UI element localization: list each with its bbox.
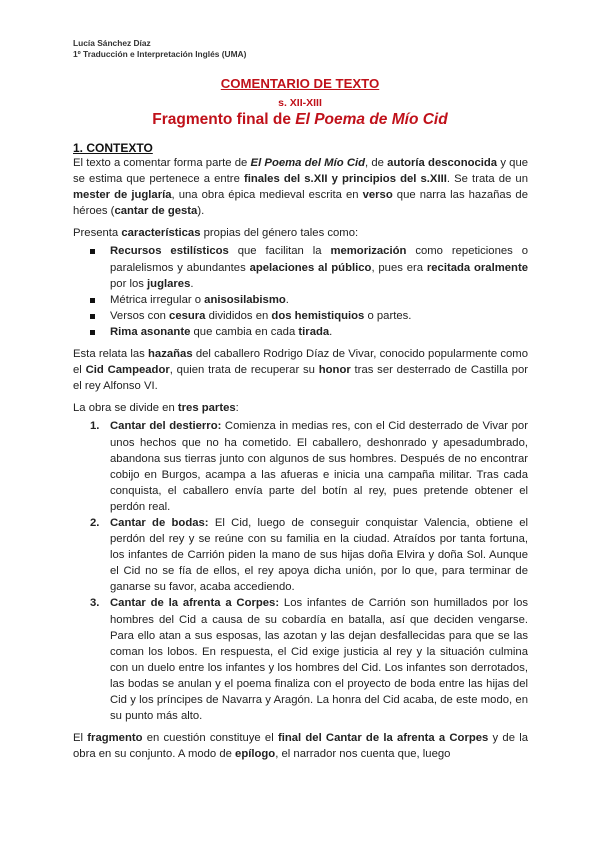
text-run: apelaciones al público — [249, 261, 372, 274]
text-run: El Poema del Mío Cid — [250, 157, 366, 169]
text-run: Métrica irregular o — [110, 293, 205, 306]
list-item — [88, 595, 528, 724]
text-run: propias del género tales como: — [200, 227, 359, 240]
text-run: final del Cantar de la afrenta a Corpes — [277, 732, 489, 745]
paragraph — [73, 730, 528, 762]
text-run: anisosilabismo — [204, 293, 286, 306]
text-run: o partes. — [364, 309, 412, 322]
fragment-title-prefix: Fragmento final de — [152, 111, 296, 128]
text-run: Cantar de la afrenta a Corpes: — [110, 597, 280, 610]
text-run: honor — [318, 364, 351, 377]
text-run: tirada — [298, 325, 330, 338]
text-run: por los — [110, 277, 148, 290]
text-run: memorización — [330, 245, 407, 258]
text-run: , pues era — [371, 261, 427, 274]
document-title: COMENTARIO DE TEXTO — [220, 76, 380, 91]
text-run: Cantar de bodas: — [110, 516, 209, 529]
list-item-text — [110, 597, 528, 722]
text-run: El texto a comentar forma parte de — [73, 157, 251, 169]
list-item-text — [110, 310, 411, 322]
list-item — [88, 308, 528, 324]
text-run: . — [285, 293, 289, 306]
text-run: : — [235, 402, 239, 415]
text-run: hazañas — [148, 348, 193, 361]
list-item-text — [110, 517, 528, 593]
list-item — [88, 324, 528, 340]
text-run: El — [73, 732, 88, 745]
bullet-icon — [90, 298, 95, 303]
parts-list — [73, 418, 528, 724]
fragment-title — [0, 111, 600, 129]
text-run: Cantar del destierro: — [110, 420, 222, 433]
text-run: verso — [362, 189, 393, 202]
text-run: que facilitan la — [228, 245, 331, 258]
centuries-subtitle: s. XII-XIII — [278, 97, 322, 109]
text-run: como repeticiones o paralelismos y abundantes — [110, 245, 528, 274]
bullet-icon — [90, 314, 95, 319]
text-run: divididos en — [205, 309, 272, 322]
list-item — [88, 418, 528, 515]
text-run: y que se estima que pertenece a entre — [73, 157, 529, 186]
text-run: y de la obra en su conjunto. A modo de — [73, 732, 528, 761]
text-run: Los infantes de Carrión son humillados por los hombres del Cid a causa de su cobardía en batalla, así que deciden vengarse. Para ello atan a sus esposas, las azotan y las dejan desfallecidas para que se las coman los lobos. En respuesta, el Cid exige justicia al rey y la situación culmina con un duelo entre los infantes y los hombres del Cid. Los infantes son derrotados, las bodas se anulan y el poema finaliza con el proyecto de boda entre las hijas del Cid y los príncipes de Navarra y Aragón. La honra del Cid acaba, de este modo, en su punto más alto. — [110, 597, 529, 723]
text-run: , quien trata de recuperar su — [169, 364, 319, 377]
text-run: Rima asonante — [110, 325, 191, 338]
features-list — [73, 243, 528, 340]
text-run: cantar de gesta — [114, 205, 198, 218]
text-run: dos hemistiquios — [271, 309, 365, 322]
author-block — [73, 38, 246, 60]
list-item-text — [110, 326, 332, 338]
text-run: , una obra épica medieval escrita en — [171, 189, 363, 202]
section-heading: 1. CONTEXTO — [73, 141, 153, 155]
text-run: , el narrador nos cuenta que, luego — [275, 748, 451, 761]
text-run: La obra se divide en — [73, 402, 178, 415]
text-run: Recursos estilísticos — [110, 245, 229, 258]
bullet-icon — [90, 249, 95, 254]
text-run: . — [329, 325, 333, 338]
text-run: Presenta — [73, 227, 122, 240]
text-run: tras ser desterrado de Castilla por el rey Alfonso VI. — [73, 364, 528, 393]
text-run: que cambia en cada — [190, 325, 299, 338]
text-run: fragmento — [87, 732, 143, 745]
list-item — [88, 292, 528, 308]
list-item-text — [110, 245, 528, 289]
paragraph — [73, 400, 528, 416]
author-name: Lucía Sánchez Díaz — [73, 38, 151, 48]
text-run: mester de juglaría — [73, 189, 172, 202]
text-run: , de — [365, 157, 388, 169]
list-item — [88, 243, 528, 291]
list-number: 1. — [90, 420, 100, 433]
text-run: Comienza in medias res, con el Cid desterrado de Vivar por unos hechos que no ha cometido. El caballero, deshonrado y apesadumbrado, abandona sus tierras junto con algunos de sus hombres. Después de no encontrar cobijo en Burgos, acampa a las afueras e inicia una campaña militar. Tras cada conquista, el caballero envía parte del botín al rey, pues pretende obtener el perdón real. — [110, 420, 528, 513]
list-number: 3. — [90, 597, 100, 610]
text-run: en cuestión constituye el — [142, 732, 278, 745]
text-run: . Se trata de un — [446, 173, 528, 186]
text-run: El Cid, luego de conseguir conquistar Valencia, obtiene el perdón del rey y se reúne con su familia en la ciudad. Atraídos por tanta fortuna, los infantes de Carrión piden la mano de sus hijas doña Elvira y doña Sol. Aunque el Cid no se fía de ellos, el rey apoya dicha unión, por lo que, para terminar de ganarse su favor, acaba accediendo. — [110, 516, 528, 594]
text-run: características — [121, 227, 201, 240]
text-run: epílogo — [235, 748, 276, 761]
paragraph — [73, 225, 528, 241]
text-run: juglares — [147, 277, 191, 290]
list-item — [88, 515, 528, 595]
text-run: . — [190, 277, 194, 290]
course-info: 1º Traducción e Interpretación Inglés (UMA) — [73, 49, 247, 59]
fragment-title-work: El Poema de Mío Cid — [295, 111, 448, 128]
text-run: Cid Campeador — [85, 364, 170, 377]
text-run: finales del s.XII y principios del s.XIII — [243, 173, 447, 186]
text-run: ). — [197, 205, 205, 218]
text-run: que narra las hazañas de héroes ( — [73, 189, 528, 218]
bullet-icon — [90, 330, 95, 335]
text-run: Versos con — [110, 309, 170, 322]
paragraph — [73, 155, 528, 219]
text-run: Esta relata las — [73, 348, 149, 361]
list-item-text — [110, 420, 528, 512]
text-run: del caballero Rodrigo Díaz de Vivar, conocido popularmente como el — [73, 348, 528, 377]
document-body — [73, 155, 528, 768]
text-run: recitada oralmente — [426, 261, 528, 274]
list-number: 2. — [90, 516, 100, 529]
text-run: tres partes — [177, 402, 236, 415]
text-run: cesura — [169, 309, 206, 322]
list-item-text — [110, 294, 289, 306]
text-run: autoría desconocida — [387, 157, 498, 169]
paragraph — [73, 346, 528, 394]
